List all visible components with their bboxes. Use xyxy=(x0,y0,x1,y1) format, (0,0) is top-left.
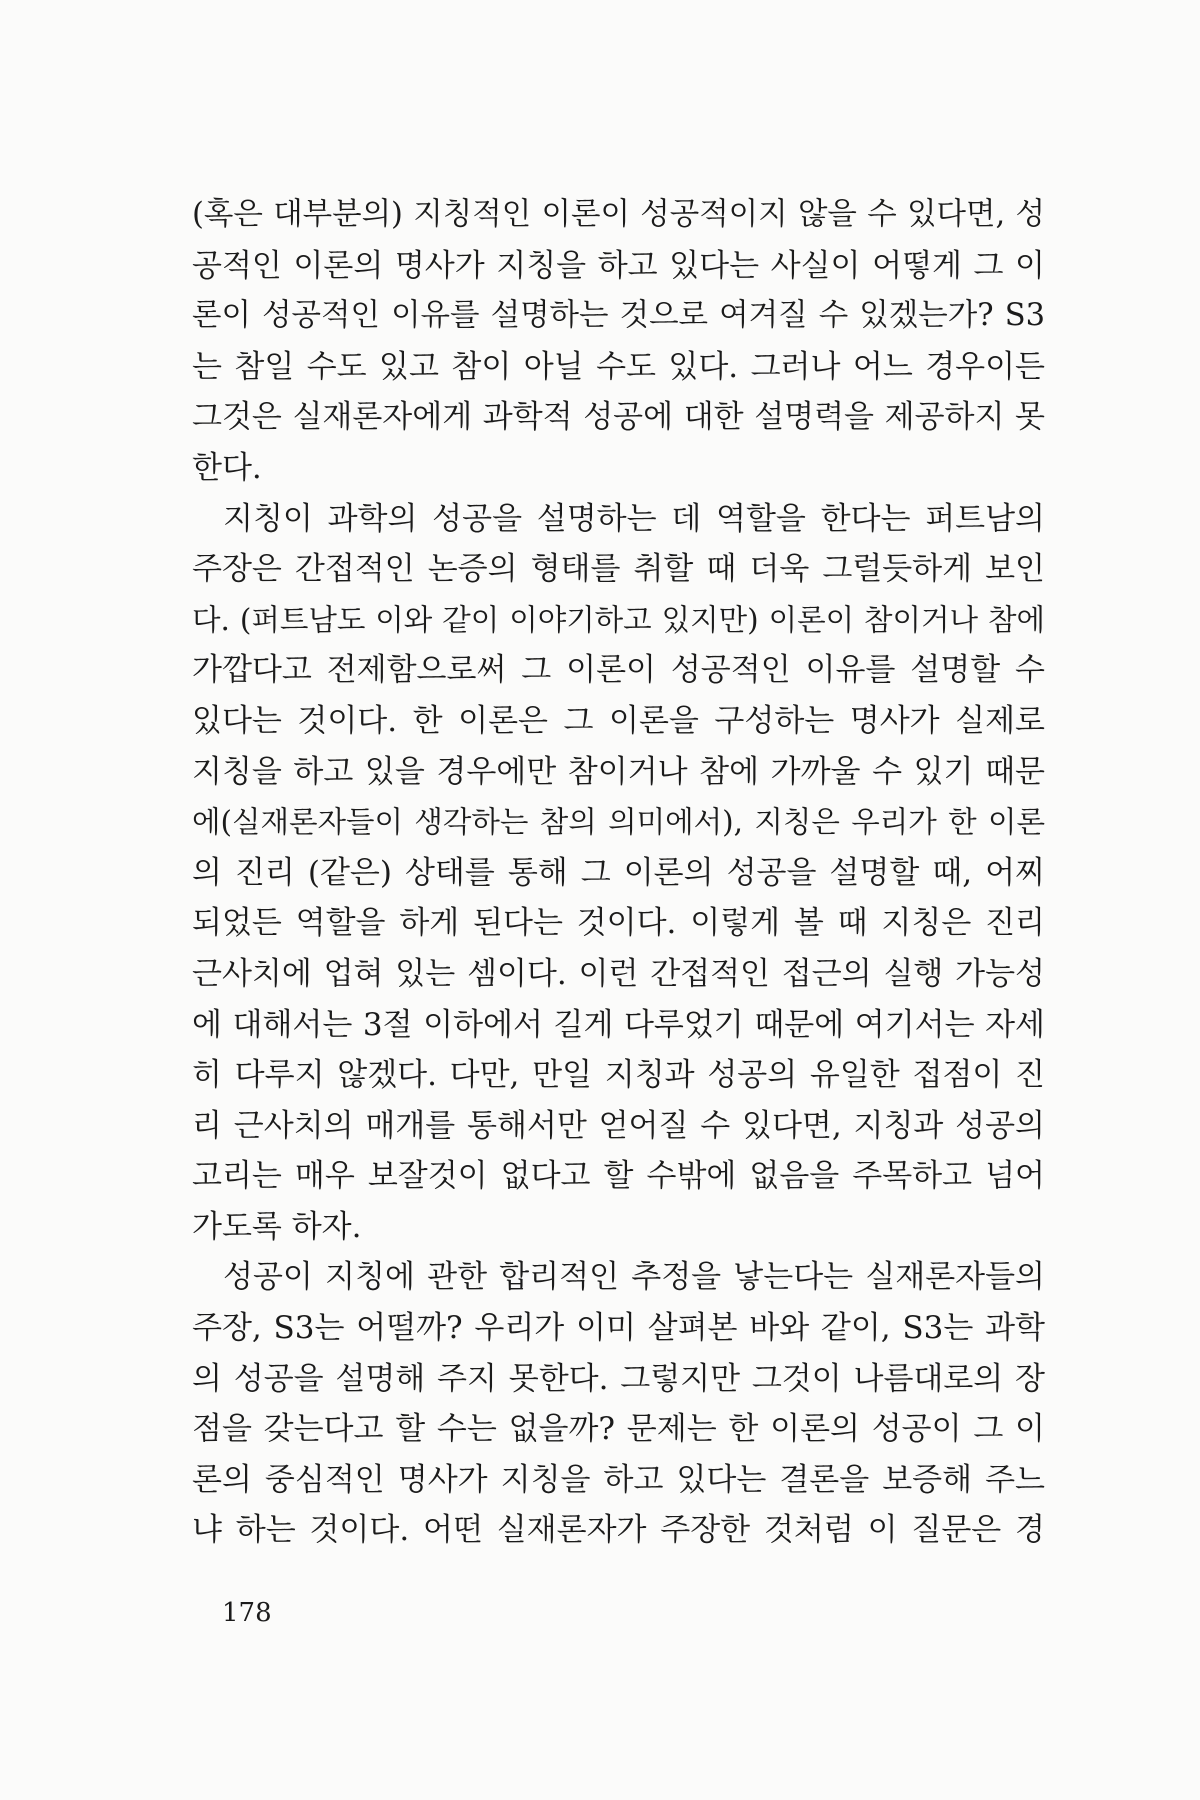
text-line: 론이 성공적인 이유를 설명하는 것으로 여겨질 수 있겠는가? S3 xyxy=(192,298,1045,334)
text-line: 근사치에 업혀 있는 셈이다. 이런 간접적인 접근의 실행 가능성 xyxy=(192,955,1045,992)
text-line: 에(실재론자들이 생각하는 참의 의미에서), 지칭은 우리가 한 이론 xyxy=(192,805,1045,840)
page-number: 178 xyxy=(222,1598,272,1628)
text-line: 주장은 간접적인 논증의 형태를 취할 때 더욱 그럴듯하게 보인 xyxy=(192,551,1045,588)
text-line: 그것은 실재론자에게 과학적 성공에 대한 설명력을 제공하지 못 xyxy=(192,399,1045,436)
text-line: 지칭이 과학의 성공을 설명하는 데 역할을 한다는 퍼트남의 xyxy=(223,500,1045,537)
text-line: 가도록 하자. xyxy=(192,1208,362,1245)
text-line: 점을 갖는다고 할 수는 없을까? 문제는 한 이론의 성공이 그 이 xyxy=(192,1411,1045,1448)
text-line: 의 성공을 설명해 주지 못한다. 그렇지만 그것이 나름대로의 장 xyxy=(192,1360,1045,1397)
text-line: 지칭을 하고 있을 경우에만 참이거나 참에 가까울 수 있기 때문 xyxy=(192,753,1045,790)
text-line: 고리는 매우 보잘것이 없다고 할 수밖에 없음을 주목하고 넘어 xyxy=(192,1158,1045,1195)
text-line: 히 다루지 않겠다. 다만, 만일 지칭과 성공의 유일한 접점이 진 xyxy=(192,1057,1045,1094)
text-line: 가깝다고 전제함으로써 그 이론이 성공적인 이유를 설명할 수 xyxy=(192,652,1045,689)
text-line: 성공이 지칭에 관한 합리적인 추정을 낳는다는 실재론자들의 xyxy=(223,1259,1045,1296)
text-line: (혹은 대부분의) 지칭적인 이론이 성공적이지 않을 수 있다면, 성 xyxy=(192,197,1045,232)
text-line: 론의 중심적인 명사가 지칭을 하고 있다는 결론을 보증해 주느 xyxy=(192,1461,1045,1498)
text-line: 다. (퍼트남도 이와 같이 이야기하고 있지만) 이론이 참이거나 참에 xyxy=(192,602,1045,637)
text-line: 리 근사치의 매개를 통해서만 얻어질 수 있다면, 지칭과 성공의 xyxy=(192,1107,1045,1144)
text-line: 에 대해서는 3절 이하에서 길게 다루었기 때문에 여기서는 자세 xyxy=(192,1006,1045,1043)
text-line: 한다. xyxy=(192,449,262,486)
text-line: 공적인 이론의 명사가 지칭을 하고 있다는 사실이 어떻게 그 이 xyxy=(192,247,1045,284)
text-line: 주장, S3는 어떨까? 우리가 이미 살펴본 바와 같이, S3는 과학 xyxy=(192,1310,1045,1347)
text-line: 는 참일 수도 있고 참이 아닐 수도 있다. 그러나 어느 경우이든 xyxy=(192,348,1045,385)
text-line: 있다는 것이다. 한 이론은 그 이론을 구성하는 명사가 실제로 xyxy=(192,702,1045,739)
text-line: 되었든 역할을 하게 된다는 것이다. 이렇게 볼 때 지칭은 진리 xyxy=(192,905,1045,942)
text-line: 냐 하는 것이다. 어떤 실재론자가 주장한 것처럼 이 질문은 경 xyxy=(192,1512,1045,1549)
text-line: 의 진리 (같은) 상태를 통해 그 이론의 성공을 설명할 때, 어찌 xyxy=(192,854,1045,891)
body-text xyxy=(192,190,1045,1556)
